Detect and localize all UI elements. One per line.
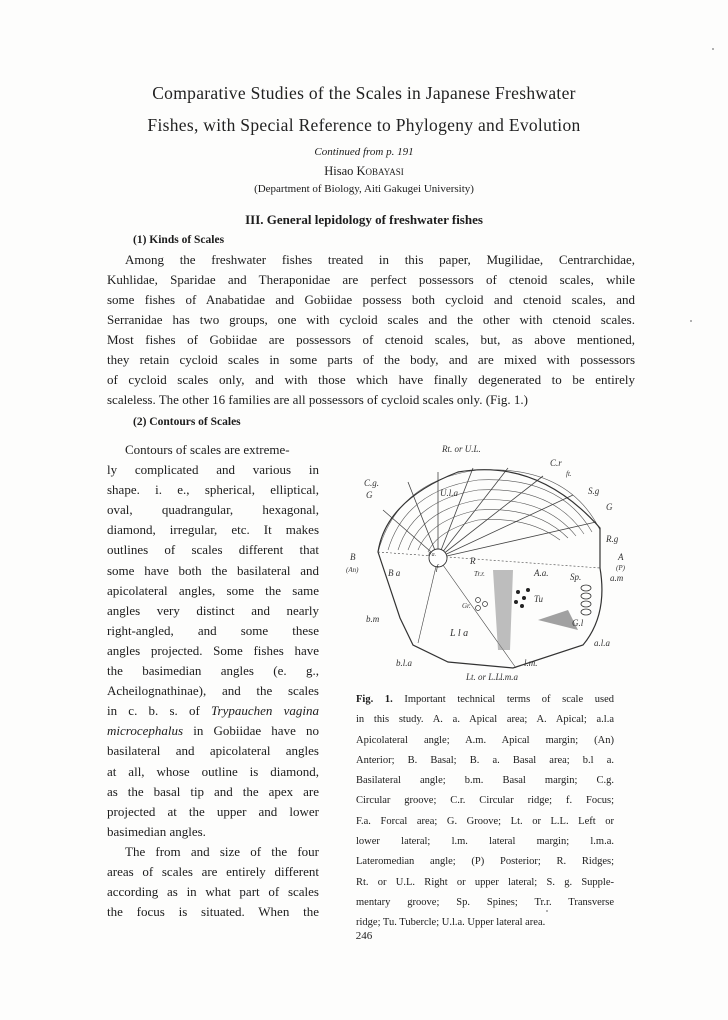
label-tubercle: Tu	[534, 594, 544, 604]
label-basal-area: B a	[388, 568, 401, 578]
author-first-name: Hisao	[324, 164, 354, 178]
text-line: outlines of scales different that	[107, 542, 319, 558]
label-basilateral-angle: b.l.a	[396, 658, 413, 668]
caption-line: Anterior; B. Basal; B. a. Basal area; b.l a.	[356, 754, 614, 766]
caption-line: Circular groove; C.r. Circular ridge; f. Focus;	[356, 795, 614, 807]
text-line: some have both the basilateral and	[107, 562, 319, 578]
continued-note: Continued from p. 191	[314, 146, 414, 158]
label-basal: B	[350, 552, 356, 562]
text-line: as the basal tip and the apex are	[107, 783, 319, 799]
caption-line: ridge; Tu. Tubercle; U.l.a. Upper lateral area.	[356, 917, 546, 929]
scan-speck	[546, 910, 548, 912]
title-line-1: Comparative Studies of the Scales in Japanese Freshwater	[152, 83, 576, 103]
text-line: right-angled, and some these	[107, 622, 319, 638]
label-focus-top: ft.	[566, 470, 572, 478]
label-posterior: (P)	[616, 564, 625, 572]
caption-line: in this study. A. a. Apical area; A. Apical; a.l.a	[356, 714, 614, 726]
caption-line: lower lateral; l.m. lateral margin; l.m.a.	[356, 836, 614, 848]
label-supplementary-groove: S.g	[588, 486, 600, 496]
label-lateral-margin: l.m.	[524, 658, 538, 668]
text-line: Serranidae has two groups, one with cycloid scales and the other with ctenoid scales.	[107, 312, 635, 327]
label-focal-area: Fa.	[428, 552, 437, 558]
label-spines: Sp.	[570, 572, 582, 582]
label-transverse-ridge: Tr.r.	[474, 570, 485, 578]
figure-caption	[356, 690, 614, 934]
subsection-heading-contours: (2) Contours of Scales	[133, 416, 241, 428]
page-number: 246	[355, 930, 373, 942]
label-upper-lateral-area: U.l.a	[440, 488, 458, 498]
label-lateromedian-angle: l.m.a	[500, 672, 518, 682]
text-line: they retain cycloid scales in some parts of the body, and are mixed with possessors	[107, 352, 635, 367]
label-r: R	[470, 556, 476, 566]
text-line: basimedian angles.	[107, 823, 206, 839]
text-line: apicolateral angles, some the same	[107, 582, 319, 598]
text-line: according as in what part of scales	[107, 884, 319, 900]
title-line-2: Fishes, with Special Reference to Phylogeny and Evolution	[147, 115, 581, 135]
label-right-upper-lateral: Rt. or U.L.	[442, 444, 481, 454]
paragraph-contours-of-scales	[107, 440, 319, 922]
text-line: The from and size of the four	[125, 843, 319, 859]
caption-line: Rt. or U.L. Right or upper lateral; S. g. Supple-	[356, 876, 614, 888]
text-line: Most fishes of Gobiidae are possessors of ctenoid scales, but, as above mentioned,	[107, 332, 635, 347]
paragraph-kinds-of-scales	[107, 250, 635, 410]
label-apical: A	[618, 552, 624, 562]
section-heading: III. General lepidology of freshwater fishes	[245, 212, 483, 227]
text-line: oval, quadrangular, hexagonal,	[107, 502, 319, 518]
text-line: diamond, irregular, etc. It makes	[107, 522, 319, 538]
text-line: shape. i. e., spherical, elliptical,	[107, 482, 319, 498]
circular-ridges	[378, 470, 600, 552]
caption-line: F.a. Forcal area; G. Groove; Lt. or L.L. Left or	[356, 815, 614, 827]
label-apical-area: A.a.	[534, 568, 549, 578]
text-line: microcephalus in Gobiidae have no	[107, 723, 319, 739]
tubercles	[514, 588, 530, 608]
caption-line: Apicolateral angle; A.m. Apical margin; (An)	[356, 734, 614, 746]
label-circular-groove: C.g.	[364, 478, 380, 488]
text-line: ly complicated and various in	[107, 462, 319, 478]
label-left-lower-lateral: Lt. or L.L.	[466, 672, 503, 682]
text-line: in c. b. s. of Trypauchen vagina	[107, 703, 319, 719]
label-f: f	[436, 563, 439, 572]
caption-label: Fig. 1.	[356, 694, 393, 705]
caption-line: Basilateral angle; b.m. Basal margin; C.g.	[356, 775, 614, 787]
spines	[581, 585, 591, 615]
scale-diagram	[338, 440, 634, 685]
text-line: the basimedian angles (e. g.,	[107, 663, 319, 679]
label-apical-margin: a.m	[610, 573, 624, 583]
text-line: Acheilognathinae), and the scales	[107, 683, 319, 699]
text-line: basilateral and apicolateral angles	[107, 743, 319, 759]
scan-speck	[690, 320, 692, 322]
text-line: angles projected. Some fishes have	[107, 642, 319, 658]
text-line: of cycloid scales only, and with those which have finally degenerated to be entirely	[107, 372, 635, 387]
caption-line: mentary groove; Sp. Spines; Tr.r. Transverse	[356, 896, 614, 908]
text-line: Kuhlidae, Sparidae and Theraponidae are perfect possessors of ctenoid scales, while	[107, 272, 635, 287]
caption-line: Lateromedian angle; (P) Posterior; R. Ridges;	[356, 856, 614, 868]
label-groove-left: G	[366, 490, 373, 500]
author-last-name: Kobayasi	[356, 164, 404, 178]
author-affiliation: (Department of Biology, Aiti Gakugei University)	[254, 183, 474, 195]
label-ridges: R.g	[606, 534, 619, 544]
label-circular-ridge: C.r	[550, 458, 562, 468]
label-lower-lateral-area: L l a	[450, 628, 469, 639]
caption-line: Fig. 1. Important technical terms of scale used	[356, 694, 614, 705]
text-line: areas of scales are entirely different	[107, 863, 319, 879]
label-anterior: (An)	[346, 566, 359, 574]
text-line: at all, whose outline is diamond,	[107, 763, 319, 779]
scan-speck	[712, 48, 714, 50]
label-apicolateral-angle: a.l.a	[594, 638, 611, 648]
label-granules: Gr.	[462, 602, 471, 610]
subsection-heading-kinds: (1) Kinds of Scales	[133, 234, 225, 246]
label-basal-margin: b.m	[366, 614, 380, 624]
text-line: Among the freshwater fishes treated in this paper, Mugilidae, Centrarchidae,	[125, 252, 635, 267]
granules	[476, 598, 488, 611]
text-line: projected at the upper and lower	[107, 803, 319, 819]
label-gl: G.l	[572, 618, 584, 628]
radial-grooves	[383, 468, 596, 558]
author	[0, 164, 728, 179]
text-line: the focus is situated. When the	[107, 904, 319, 920]
label-groove-right: G	[606, 502, 613, 512]
text-line: some fishes of Anabatidae and Gobiidae possess both cycloid and ctenoid scales, and	[107, 292, 635, 307]
text-line: angles very distinct and nearly	[107, 602, 319, 618]
text-line: scaleless. The other 16 families are all possessors of cycloid scales only. (Fig. 1.)	[107, 392, 528, 407]
text-line: Contours of scales are extreme-	[125, 442, 290, 457]
